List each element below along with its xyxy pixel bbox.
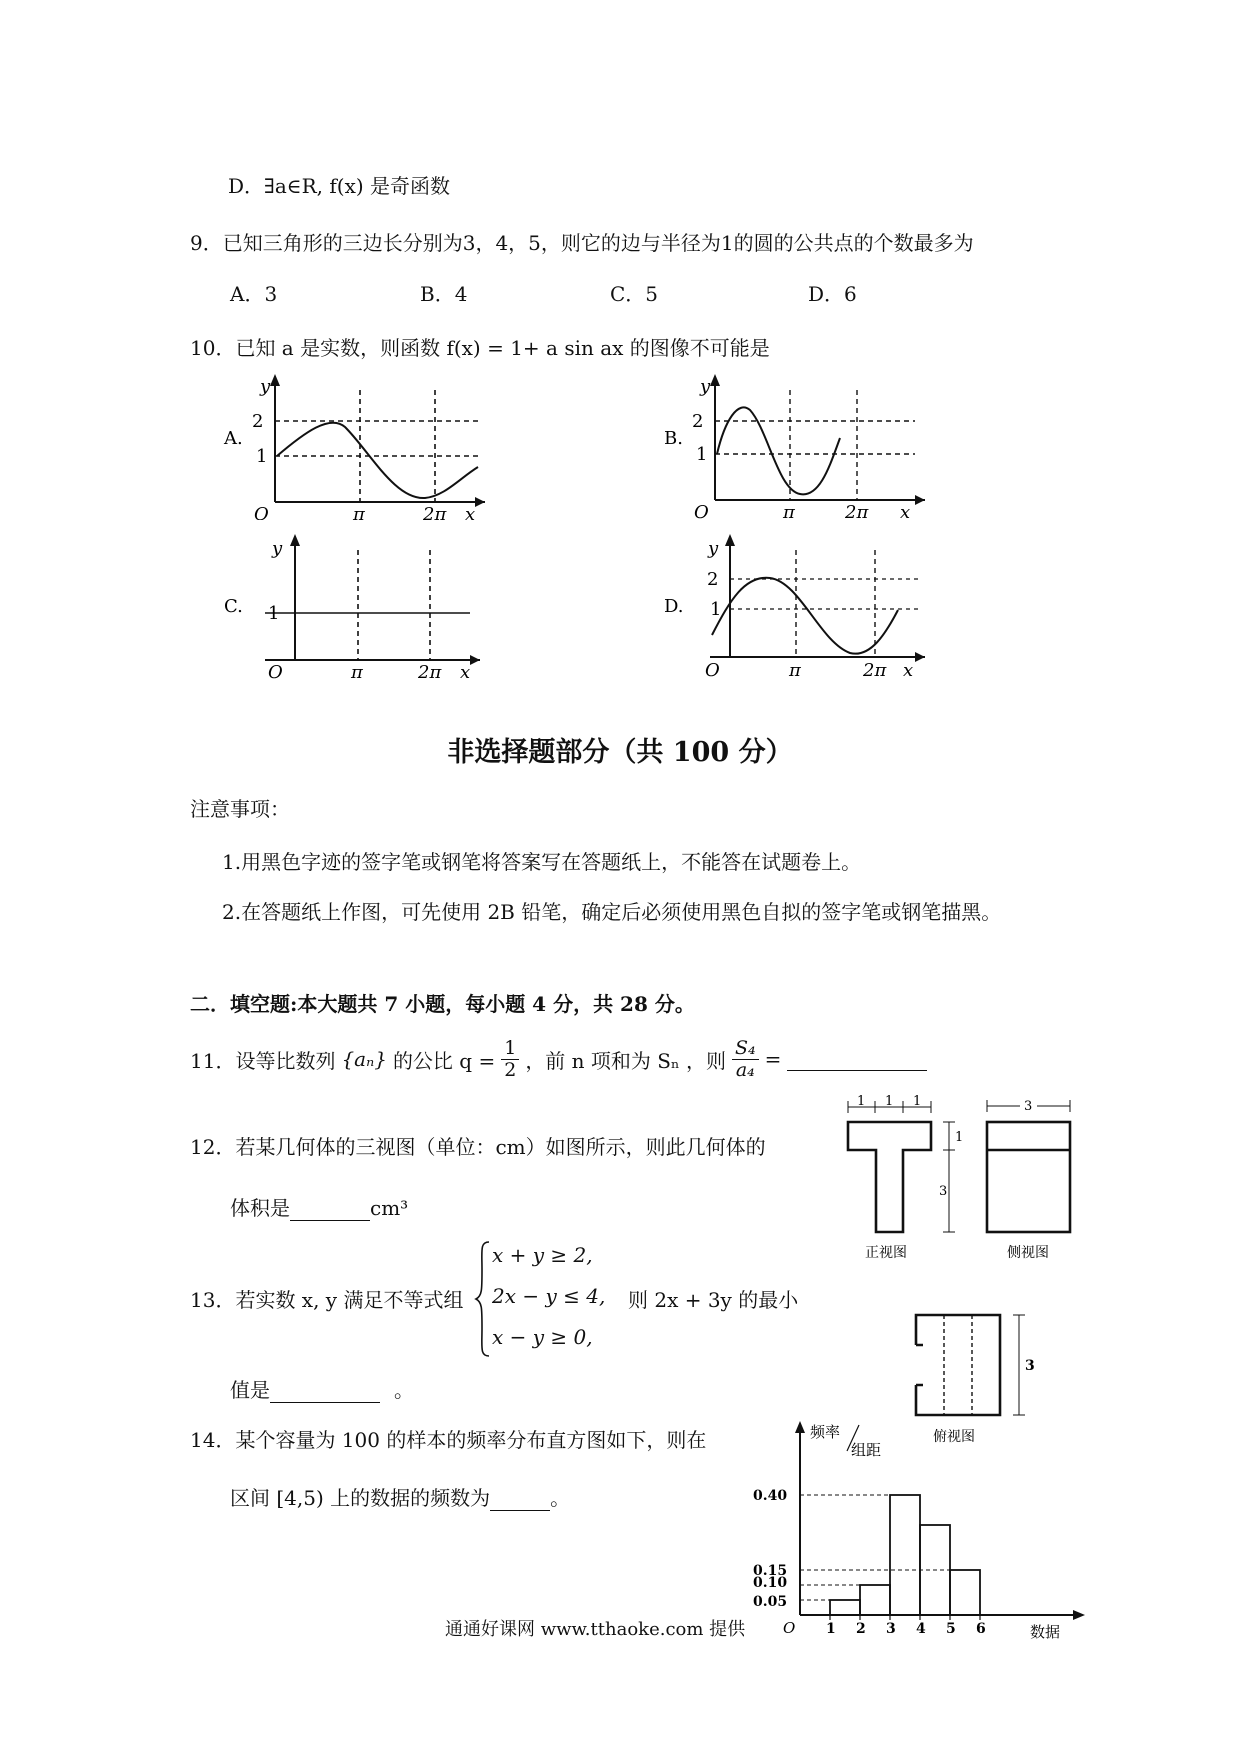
- svg-text:2π: 2π: [423, 504, 447, 520]
- hist-bar-2: [860, 1585, 890, 1615]
- graph-a: [220, 370, 490, 520]
- graph-d: [660, 530, 930, 680]
- q14-line1: 14．某个容量为 100 的样本的频率分布直方图如下，则在: [190, 1428, 707, 1452]
- hist-xtick-6: 6: [976, 1621, 986, 1637]
- svg-text:π: π: [353, 504, 365, 520]
- q14-answer-blank[interactable]: [490, 1488, 550, 1511]
- svg-text:正视图: 正视图: [865, 1245, 907, 1261]
- note-2: 2.在答题纸上作图，可先使用 2B 铅笔，确定后必须使用黑色自拟的签字笔或钢笔描黑。: [222, 900, 1002, 924]
- hist-xtick-4: 4: [916, 1621, 926, 1637]
- q12-line1: 12．若某几何体的三视图（单位：cm）如图所示，则此几何体的: [190, 1135, 766, 1159]
- q13-answer-blank[interactable]: [270, 1380, 380, 1403]
- hist-bar-3: [890, 1495, 920, 1615]
- q11-answer-blank[interactable]: [787, 1048, 927, 1071]
- graph-a-label: A.: [224, 428, 243, 449]
- svg-text:x: x: [903, 660, 914, 680]
- hist-xlabel: 数据: [1030, 1623, 1061, 1640]
- graph-c: [220, 530, 490, 680]
- q11-prefix: 11．设等比数列: [190, 1048, 336, 1073]
- svg-text:2: 2: [252, 411, 264, 432]
- q9-option-b: B．4: [420, 282, 468, 306]
- q12-answer-blank[interactable]: [290, 1198, 370, 1221]
- hist-ylabel-bottom: 组距: [851, 1441, 882, 1459]
- q13-suffix: 则 2x + 3y 的最小: [628, 1288, 799, 1312]
- q13-brace: [474, 1240, 492, 1358]
- svg-text:y: y: [272, 538, 283, 559]
- svg-text:1: 1: [256, 446, 268, 467]
- svg-text:π: π: [351, 662, 363, 680]
- hist-xtick-5: 5: [946, 1621, 956, 1637]
- hist-ytick-0: 0.40: [753, 1488, 788, 1504]
- svg-text:2π: 2π: [845, 502, 869, 520]
- svg-text:O: O: [705, 660, 720, 680]
- svg-text:y: y: [700, 376, 711, 397]
- svg-text:1: 1: [696, 444, 708, 465]
- q11: [190, 1038, 927, 1081]
- hist-ytick-1: 0.15: [753, 1563, 788, 1579]
- hist-bar-5: [950, 1570, 980, 1615]
- svg-text:2π: 2π: [863, 660, 887, 680]
- q9-stem: 9．已知三角形的三边长分别为3，4，5，则它的边与半径为1的圆的公共点的个数最多为: [190, 231, 974, 255]
- svg-text:O: O: [268, 662, 283, 680]
- svg-text:y: y: [708, 538, 719, 559]
- q11-seq: {aₙ}: [341, 1047, 387, 1072]
- graph-b: [660, 370, 930, 520]
- notice-heading: 注意事项：: [190, 797, 290, 821]
- svg-text:O: O: [694, 502, 709, 520]
- svg-text:x: x: [465, 504, 476, 520]
- q11-eq: =: [764, 1047, 782, 1072]
- svg-text:x: x: [460, 662, 471, 680]
- hist-ylabel-top: 频率: [810, 1423, 841, 1441]
- svg-text:侧视图: 侧视图: [1007, 1245, 1049, 1261]
- svg-text:3: 3: [939, 1184, 948, 1199]
- q11-mid1: 的公比 q =: [392, 1048, 496, 1073]
- hist-ytick-3: 0.05: [753, 1594, 788, 1610]
- svg-text:俯视图: 俯视图: [933, 1429, 975, 1445]
- svg-text:1: 1: [913, 1095, 922, 1109]
- graph-b-label: B.: [664, 428, 683, 449]
- q11-ratio-fraction: $\frac{1}{2}$: [501, 1038, 519, 1081]
- hist-xtick-2: 2: [856, 1621, 866, 1637]
- svg-text:2: 2: [707, 569, 719, 590]
- q11-mid2: ，前 n 项和为 Sₙ ，则: [525, 1048, 726, 1073]
- svg-text:O: O: [254, 504, 269, 520]
- svg-text:3: 3: [1024, 1099, 1033, 1114]
- hist-bar-1: [830, 1600, 860, 1615]
- svg-text:1: 1: [857, 1095, 866, 1109]
- q13-line2: 值是 。: [230, 1378, 414, 1402]
- q12-unit: cm³: [370, 1196, 409, 1220]
- svg-text:3: 3: [1025, 1358, 1035, 1374]
- graph-d-label: D.: [664, 596, 684, 617]
- hist-ytick-2: 0.10: [753, 1575, 788, 1591]
- graph-c-label: C.: [224, 596, 243, 617]
- svg-text:x: x: [900, 502, 911, 520]
- q13-ineq-1: x + y ≥ 2,: [492, 1243, 593, 1267]
- q9-option-c: C．5: [610, 282, 659, 306]
- q11-ratio-s4-a4: $\frac{\text{S₄}}{\text{a₄}}$: [732, 1038, 759, 1081]
- three-views-figure: [835, 1095, 1095, 1455]
- hist-xtick-3: 3: [886, 1621, 896, 1637]
- q12-line2: 体积是 cm³: [230, 1196, 409, 1220]
- frequency-histogram: [745, 1415, 1090, 1640]
- footer: 通通好课网 www.tthaoke.com 提供: [445, 1619, 746, 1640]
- hist-xtick-1: 1: [826, 1621, 836, 1637]
- q10-stem: 10．已知 a 是实数，则函数 f(x) = 1+ a sin ax 的图像不可能是: [190, 336, 770, 360]
- svg-text:2: 2: [692, 411, 704, 432]
- q13-ineq-2: 2x − y ≤ 4,: [492, 1284, 606, 1308]
- note-1: 1.用黑色字迹的签字笔或钢笔将答案写在答题纸上，不能答在试题卷上。: [222, 850, 862, 874]
- q9-option-a: A．3: [230, 282, 278, 306]
- svg-text:2π: 2π: [418, 662, 442, 680]
- hist-origin: O: [783, 1619, 796, 1637]
- svg-text:1: 1: [710, 599, 722, 620]
- svg-text:1: 1: [885, 1095, 894, 1109]
- svg-text:1: 1: [268, 603, 280, 624]
- q13-ineq-3: x − y ≥ 0,: [492, 1325, 593, 1349]
- svg-text:π: π: [789, 660, 801, 680]
- svg-text:π: π: [783, 502, 795, 520]
- q13-prefix: 13．若实数 x, y 满足不等式组: [190, 1288, 464, 1312]
- svg-text:y: y: [260, 376, 271, 397]
- part2-heading: 二．填空题:本大题共 7 小题，每小题 4 分，共 28 分。: [190, 992, 695, 1016]
- q14-line2: 区间 [4,5) 上的数据的频数为 。: [230, 1486, 571, 1510]
- section-title: 非选择题部分（共 100 分）: [447, 737, 793, 768]
- q8-option-d: D．∃a∈R, f(x) 是奇函数: [228, 174, 451, 198]
- svg-text:1: 1: [955, 1130, 964, 1145]
- q9-option-d: D．6: [808, 282, 857, 306]
